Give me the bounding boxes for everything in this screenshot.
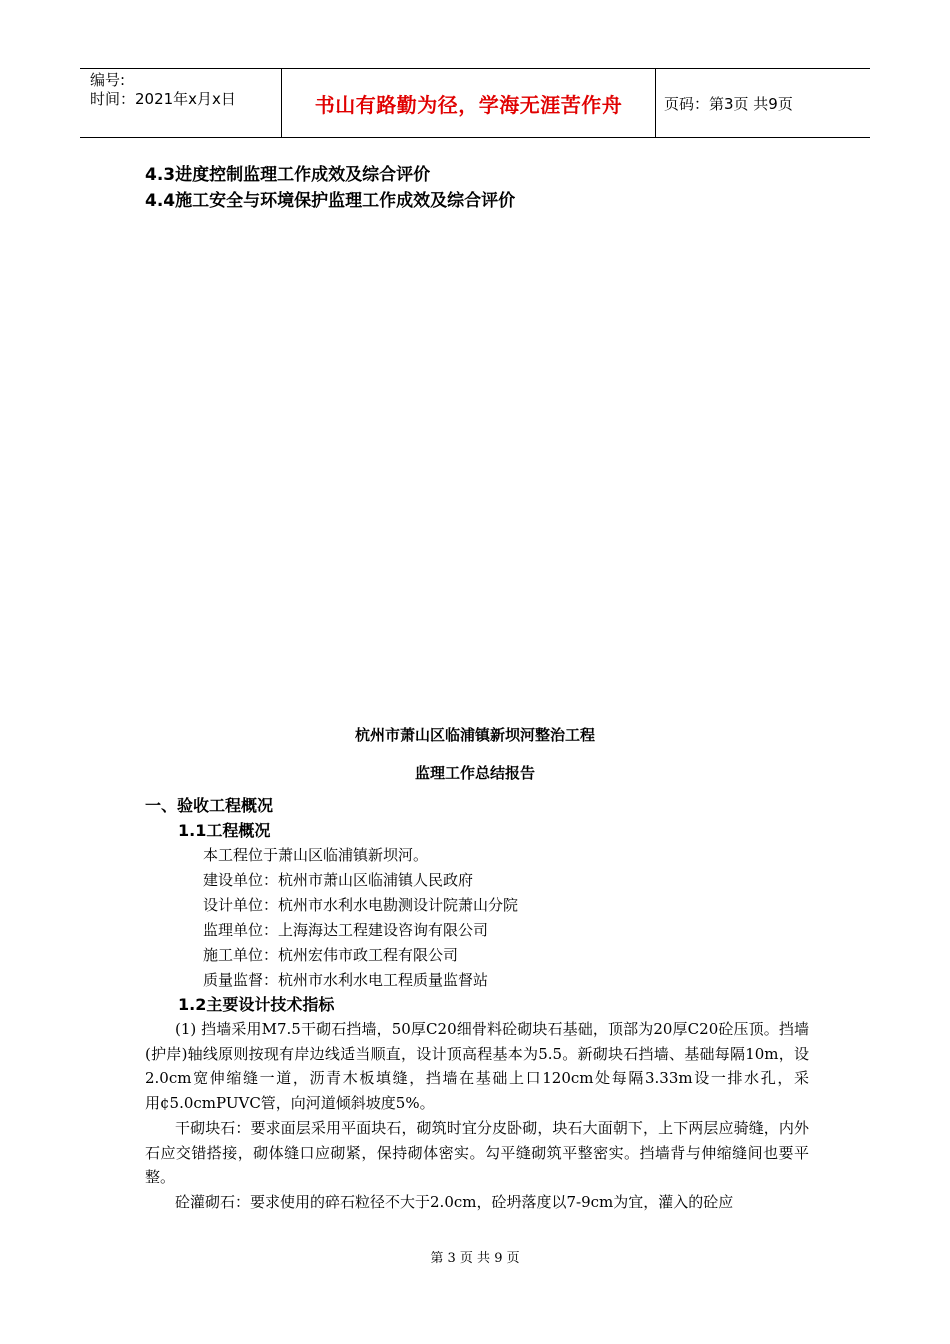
- quality-supervision: 质量监督：杭州市水利水电工程质量监督站: [203, 971, 489, 989]
- toc-item: 4.3进度控制监理工作成效及综合评价: [145, 165, 431, 185]
- body-paragraph: (1) 挡墙采用M7.5干砌石挡墙，50厚C20细骨料砼砌块石基础，顶部为20厚C20砼压顶。挡墙(护岸)轴线原则按现有岸边线适当顺直，设计顶高程基本为5.5。新砌块石挡墙、基础每隔10m，设2.0cm宽伸缩缝一道，沥青木板填缝，挡墙在基础上口120cm处每隔3.33m设一排水孔，采用¢5.0cmPUVC管，向河道倾斜坡度5%。: [145, 1020, 809, 1112]
- design-unit: 设计单位：杭州市水利水电勘测设计院萧山分院: [203, 896, 519, 914]
- section-heading: 一、验收工程概况: [145, 796, 274, 815]
- date-line: 时间：2021年x月x日: [90, 90, 236, 108]
- page-footer: 第 3 页 共 9 页: [430, 1251, 520, 1266]
- supervision-unit: 监理单位：上海海达工程建设咨询有限公司: [203, 921, 489, 939]
- page-header: [80, 68, 870, 138]
- report-title: 杭州市萧山区临浦镇新坝河整治工程: [354, 726, 595, 744]
- subsection-heading: 1.2主要设计技术指标: [178, 995, 335, 1014]
- project-location: 本工程位于萧山区临浦镇新坝河。: [203, 846, 429, 864]
- header-motto: 书山有路勤为径，学海无涯苦作舟: [282, 69, 656, 137]
- construction-unit: 施工单位：杭州宏伟市政工程有限公司: [203, 946, 459, 964]
- number-label: 编号:: [90, 71, 126, 89]
- body-paragraph: 砼灌砌石：要求使用的碎石粒径不大于2.0cm，砼坍落度以7-9cm为宜，灌入的砼应: [175, 1193, 734, 1211]
- header-meta-cell: [80, 69, 282, 137]
- subsection-heading: 1.1工程概况: [178, 821, 271, 840]
- header-page-code: 页码：第3页 共9页: [664, 94, 793, 113]
- report-subtitle: 监理工作总结报告: [414, 764, 535, 782]
- body-paragraph: 干砌块石：要求面层采用平面块石，砌筑时宜分皮卧砌，块石大面朝下，上下两层应骑缝，内外石应交错搭接，砌体缝口应砌紧，保持砌体密实。勾平缝砌筑平整密实。挡墙背与伸缩缝间也要平整。: [145, 1119, 809, 1186]
- client-unit: 建设单位：杭州市萧山区临浦镇人民政府: [203, 871, 474, 889]
- toc-item: 4.4施工安全与环境保护监理工作成效及综合评价: [145, 191, 516, 211]
